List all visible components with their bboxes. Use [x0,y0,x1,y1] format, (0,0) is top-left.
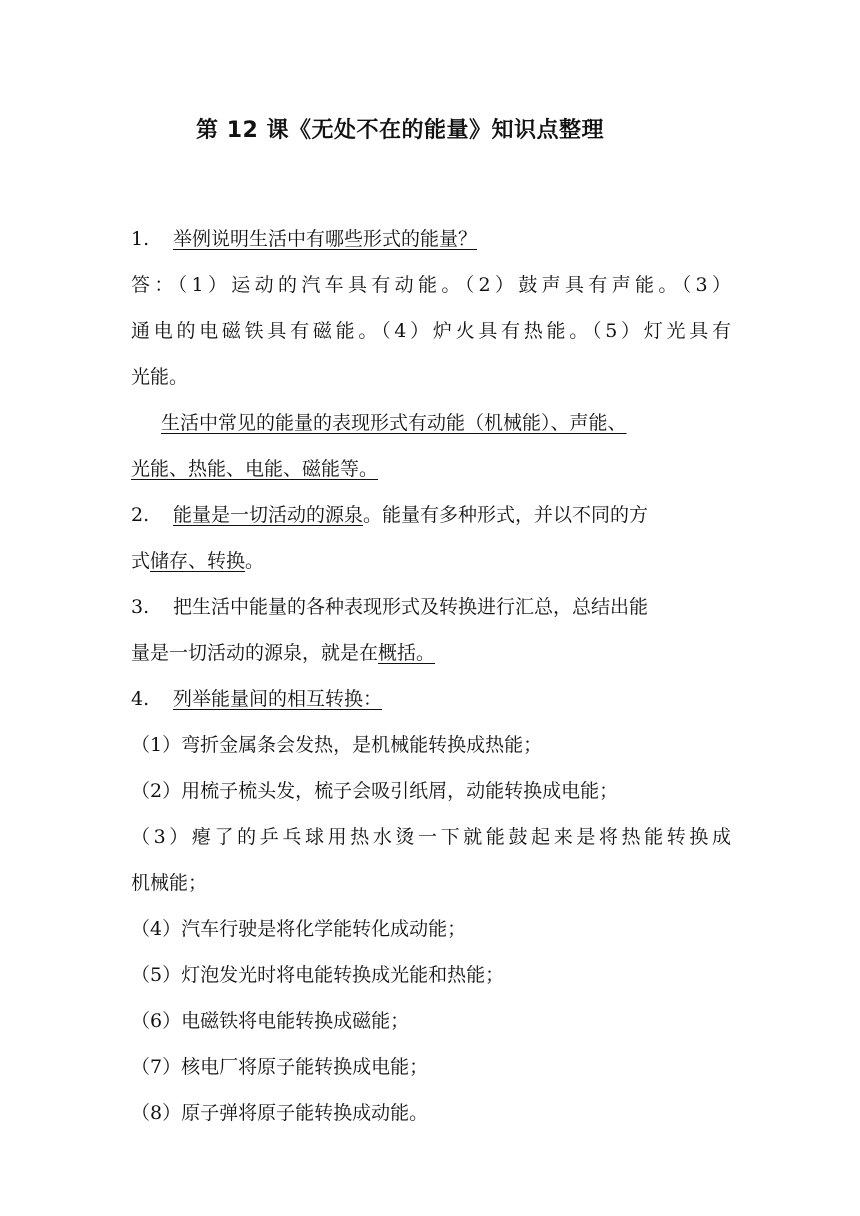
item-number: 2. [131,504,150,526]
conversion-item-8: （8）原子弹将原子能转换成动能。 [131,1102,429,1124]
conversion-item-2: （2）用梳子梳头发，梳子会吸引纸屑，动能转换成电能； [131,780,619,802]
item-number: 3. [131,596,150,618]
item-number: 4. [131,688,150,710]
page-title: 第 12 课《无处不在的能量》知识点整理 [196,118,604,143]
question-4 [131,676,731,722]
conversion-item-7: （7）核电厂将原子能转换成电能； [131,1056,429,1078]
item-3-line-1-text: 把生活中能量的各种表现形式及转换进行汇总，总结出能 [173,596,649,618]
conversion-item-5: （5）灯泡发光时将电能转换成光能和热能； [131,964,505,986]
item-2-line-1 [131,492,731,538]
item-3-line-1 [131,584,731,630]
question-1 [131,216,731,262]
item-2-line-2 [131,538,731,584]
answer-1-line-1: 答：（1）运动的汽车具有动能。（2）鼓声具有声能。（3） [131,274,731,296]
summary-line-2-text: 光能、热能、电能、磁能等。 [131,458,379,480]
conversion-item-1: （1）弯折金属条会发热，是机械能转换成热能； [131,734,543,756]
summary-line-2 [131,446,731,492]
item-2-line-2-suffix: 。 [245,550,265,572]
document-body [131,216,731,1136]
conversion-item-6: （6）电磁铁将电能转换成磁能； [131,1010,410,1032]
conversion-item-4: （4）汽车行驶是将化学能转化成动能； [131,918,467,940]
item-2-line-2-prefix: 式 [131,550,151,572]
question-4-text: 列举能量间的相互转换： [173,688,383,710]
item-number: 1. [131,228,150,250]
question-1-text: 举例说明生活中有哪些形式的能量？ [173,228,478,250]
answer-1-line-2: 通电的电磁铁具有磁能。（4）炉火具有热能。（5）灯光具有 [131,320,731,342]
item-2-line-2-underlined: 储存、转换 [150,550,246,572]
item-3-line-2-prefix: 量是一切活动的源泉，就是在 [131,642,379,664]
item-3-line-2-underlined: 概括。 [378,642,436,664]
item-3-line-2 [131,630,731,676]
conversion-item-3-cont: 机械能； [131,872,208,894]
item-2-rest: 。能量有多种形式，并以不同的方 [363,504,649,526]
summary-line-1 [131,400,731,446]
answer-1-line-3: 光能。 [131,366,189,388]
item-2-underlined: 能量是一切活动的源泉 [173,504,364,526]
summary-line-1-text: 生活中常见的能量的表现形式有动能（机械能）、声能、 [161,412,627,434]
conversion-item-3: （3）瘪了的乒乓球用热水烫一下就能鼓起来是将热能转换成 [131,826,731,848]
